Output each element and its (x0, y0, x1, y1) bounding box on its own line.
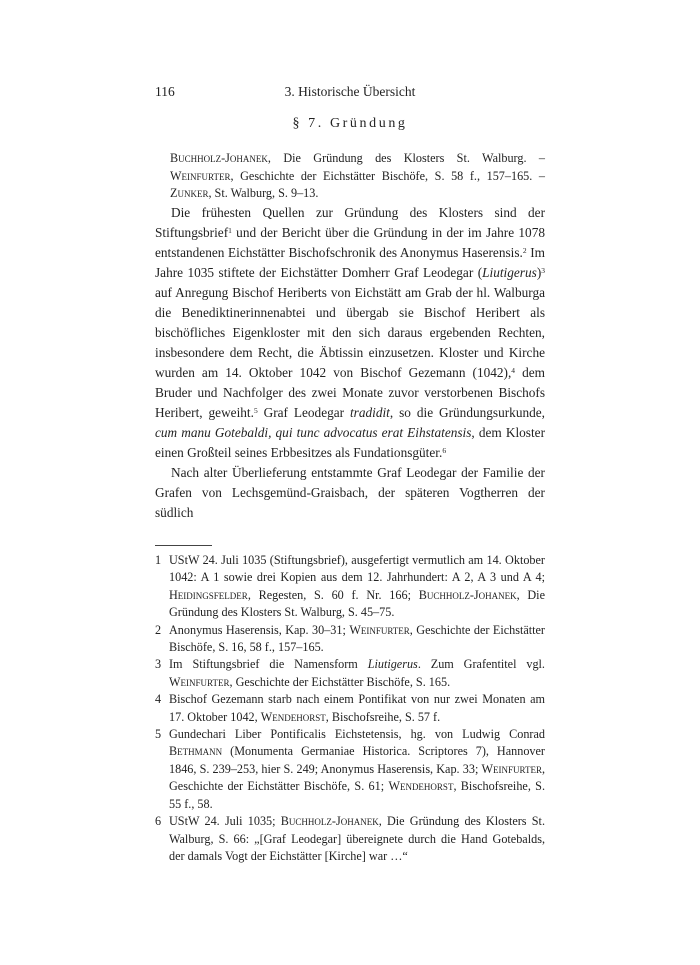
footnote-ref: 6 (442, 446, 447, 455)
paragraph (155, 203, 545, 463)
author-name: Heidingsfelder (169, 587, 248, 602)
paragraph: Nach alter Überlieferung entstammte Graf Leodegar der Familie der Grafen von Lechsgemünd-Graisbach, der späteren Vogtherren der südlich (155, 465, 545, 520)
author-name: Weinfurter (169, 674, 230, 689)
footnote-ref: 4 (511, 366, 516, 375)
footnote-divider (155, 545, 212, 546)
footnote-number: 4 (155, 692, 162, 707)
text-run: auf Anregung Bischof Heriberts von Eichstätt am Grab der hl. Walburga die Benediktinerinnenabtei und übergab sie Bischof Heribert als bischöfliches Eigenkloster mit den sich daraus ergebenden Rechten, insbesondere dem Recht, die Äbtissin einzusetzen. Kloster und Kirche wurden am 14. Oktober 1042 von Bischof Gezemann (1042), (155, 285, 545, 380)
text-run: Die frühesten Quellen zur Gründung des Klosters sind der Stiftungsbrief (155, 205, 545, 240)
text-run: Gundechari Liber Pontificalis Eichstetensis, hg. von Ludwig Conrad (169, 727, 545, 742)
running-title: 3. Historische Übersicht (284, 84, 416, 99)
section-bibliography (170, 150, 545, 203)
author-name: Buchholz-Johanek (280, 814, 379, 829)
page-number: 116 (155, 84, 175, 99)
text-run: , Die Gründung des Klosters St. Walburg, S. 66: „[Graf Leodegar] übereignete durch die Hand Gotebalds, der damals Vogt der Eichstätter [Kirche] war …“ (169, 814, 545, 863)
text-run: Bischof Gezemann starb nach einem Pontifikat von nur zwei Monaten am 17. Oktober 1042, (169, 692, 545, 724)
text-run: UStW 24. Juli 1035 (Stiftungsbrief), ausgefertigt vermutlich am 14. Oktober 1042: A 1 sowie drei Kopien aus dem 12. Jahrhundert: A 2, A 3 und A 4; (169, 553, 545, 585)
text-run: , Bischofsreihe, S. 55 f., 58. (169, 779, 545, 811)
text-run: , Die Gründung des Klosters St. Walburg, S. 45–75. (169, 587, 545, 620)
text-run: , dem Kloster einen Großteil seines Erbbesitzes als Fundationsgüter. (155, 425, 545, 460)
author-name: Bethmann (169, 744, 223, 759)
author-name: Buchholz-Johanek (170, 151, 268, 165)
footnote-ref: 1 (228, 226, 232, 235)
text-run: . Zum Grafentitel vgl. (417, 657, 545, 672)
text-run: und der Bericht über die Gründung in der im Jahre 1078 entstandenen Eichstätter Bischofschronik des Anonymus Haserensis. (155, 225, 545, 260)
footnote-number: 3 (155, 657, 162, 672)
footnote (155, 726, 545, 813)
footnotes (155, 552, 545, 865)
text-run: UStW 24. Juli 1035; (169, 814, 281, 829)
main-text (155, 203, 545, 523)
italic-text: Liutigerus (367, 657, 418, 672)
text-run: dem Bruder und Nachfolger des zwei Monate zuvor verstorbenen Bischofs Heribert, geweiht. (155, 365, 545, 420)
italic-text: cum manu Gotebaldi, qui tunc advocatus erat Eihstatensis (155, 425, 472, 440)
author-name: Weinfurter (481, 761, 542, 776)
author-name: Weinfurter (170, 168, 231, 183)
footnote-ref: 3 (541, 266, 545, 275)
footnote (155, 622, 545, 657)
author-name: Zunker (170, 186, 209, 200)
footnote-number: 1 (155, 553, 162, 567)
text-run: , Bischofsreihe, S. 57 f. (325, 709, 441, 724)
text-run: Graf Leodegar (257, 405, 350, 420)
author-name: Weinfurter (349, 622, 410, 637)
footnote (155, 552, 545, 622)
italic-text: Liutigerus (482, 265, 537, 280)
footnote (155, 656, 545, 691)
bibliography-text: , Geschichte der Eichstätter Bischöfe, S. 58 f., 157–165. – (230, 168, 545, 183)
text-run: (Monumenta Germaniae Historica. Scriptores 7), Hannover 1846, S. 239–253, hier S. 249; Anonymus Haserensis, Kap. 33; (169, 744, 545, 776)
bibliography-text: , St. Walburg, S. 9–13. (208, 186, 319, 200)
text-run: , Geschichte der Eichstätter Bischöfe, S. 165. (229, 674, 451, 689)
footnote-ref: 5 (253, 406, 258, 415)
page-header (155, 84, 545, 104)
author-name: Buchholz-Johanek (418, 587, 517, 602)
text-run: Im Jahre 1035 stiftete der Eichstätter Domherr Graf Leodegar ( (155, 245, 545, 280)
text-run: ) (536, 265, 542, 280)
bibliography-text: , Die Gründung des Klosters St. Walburg. – (267, 151, 545, 165)
text-run: , Geschichte der Eichstätter Bischöfe, S. 61; (169, 761, 545, 794)
author-name: Wendehorst (260, 709, 326, 724)
footnote-number: 6 (155, 814, 162, 829)
section-title: § 7. Gründung (292, 116, 408, 131)
footnote (155, 813, 545, 865)
footnote-number: 2 (155, 622, 162, 637)
italic-text: tradidit (349, 405, 390, 420)
text-run: Anonymus Haserensis, Kap. 30–31; (169, 622, 350, 637)
text-run: Im Stiftungsbrief die Namensform (169, 657, 368, 672)
footnote-number: 5 (155, 727, 162, 742)
text-run: , so die Gründungsurkunde, (389, 405, 545, 420)
footnote (155, 691, 545, 726)
text-run: , Geschichte der Eichstätter Bischöfe, S. 16, 58 f., 157–165. (169, 622, 545, 655)
text-run: , Regesten, S. 60 f. Nr. 166; (247, 587, 419, 602)
footnote-ref: 2 (522, 246, 527, 255)
author-name: Wendehorst (388, 779, 454, 794)
